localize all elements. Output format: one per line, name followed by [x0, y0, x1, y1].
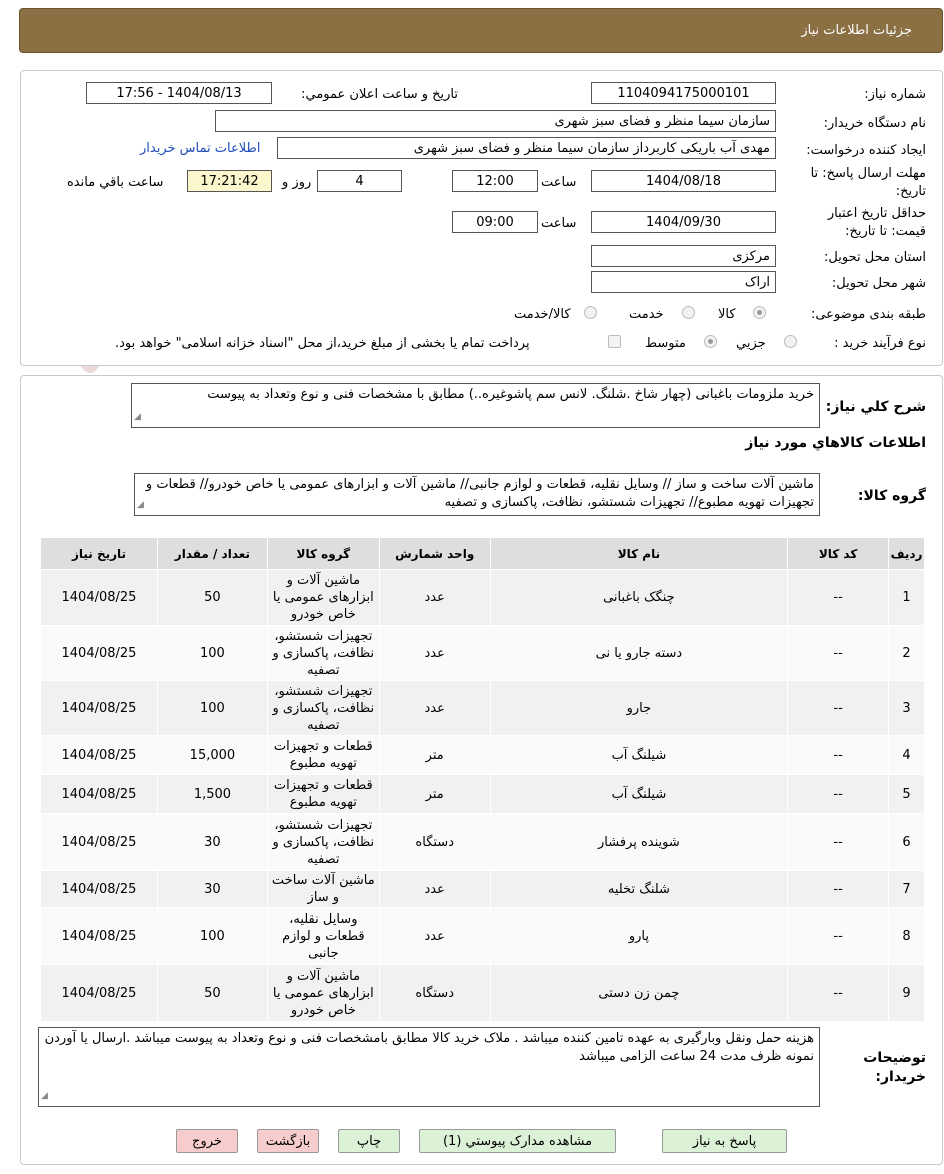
cell-item-code: --: [788, 626, 889, 681]
need-no-field: 1104094175000101: [591, 82, 776, 104]
cell-row-number: 5: [889, 775, 925, 814]
cell-item-unit: متر: [379, 736, 490, 775]
col-qty: تعداد / مقدار: [157, 538, 267, 570]
province-field: مرکزی: [591, 245, 776, 267]
cell-item-date: 1404/08/25: [41, 814, 158, 871]
cell-item-qty: 100: [157, 681, 267, 736]
cell-item-group: ماشین آلات و ابزارهای عمومی یا خاص خودرو: [267, 570, 379, 626]
cell-item-name: شوینده پرفشار: [490, 814, 788, 871]
process-medium-label: متوسط: [645, 336, 686, 351]
city-label: شهر محل تحويل:: [831, 276, 926, 291]
table-row: [41, 814, 925, 871]
cell-item-qty: 50: [157, 570, 267, 626]
cell-item-date: 1404/08/25: [41, 570, 158, 626]
city-field: اراک: [591, 271, 776, 293]
notes-label: توضيحات: [863, 1050, 926, 1066]
col-date: تاريخ نياز: [41, 538, 158, 570]
cell-item-group: تجهیزات شستشو، نظافت، پاکسازی و تصفیه: [267, 681, 379, 736]
summary-label: شرح کلي نياز:: [825, 399, 926, 415]
cell-item-date: 1404/08/25: [41, 871, 158, 908]
cell-item-code: --: [788, 871, 889, 908]
cell-item-qty: 30: [157, 871, 267, 908]
announce-field: 1404/08/13 - 17:56: [86, 82, 272, 104]
deadline-time-field: 12:00: [452, 170, 538, 192]
cell-item-group: ماشین آلات و ابزارهای عمومی یا خاص خودرو: [267, 965, 379, 1022]
need-no-label: شماره نیاز:: [864, 87, 926, 102]
cell-item-group: وسایل نقلیه، قطعات و لوازم جانبی: [267, 908, 379, 965]
cell-item-unit: متر: [379, 775, 490, 814]
payment-checkbox[interactable]: [608, 335, 621, 348]
col-row: رديف: [889, 538, 925, 570]
cell-item-code: --: [788, 736, 889, 775]
contact-buyer-link[interactable]: اطلاعات تماس خريدار: [140, 141, 261, 156]
resize-grip-icon: ◢: [134, 412, 141, 422]
resize-grip-icon: ◢: [41, 1091, 48, 1101]
buyer-org-label: نام دستگاه خريدار:: [823, 116, 926, 131]
category-both-label: کالا/خدمت: [514, 307, 571, 322]
cell-item-name: چنگک باغبانی: [490, 570, 788, 626]
cell-row-number: 4: [889, 736, 925, 775]
back-button[interactable]: بازگشت: [257, 1129, 319, 1153]
category-label: طبقه بندی موضوعی:: [810, 307, 926, 322]
deadline-label-2: تاريخ:: [895, 184, 926, 199]
exit-button[interactable]: خروج: [176, 1129, 238, 1153]
category-both-radio[interactable]: [584, 306, 597, 319]
cell-row-number: 3: [889, 681, 925, 736]
cell-item-code: --: [788, 908, 889, 965]
cell-item-qty: 15,000: [157, 736, 267, 775]
print-button[interactable]: چاپ: [338, 1129, 400, 1153]
cell-item-qty: 100: [157, 626, 267, 681]
cell-item-group: تجهیزات شستشو، نظافت، پاکسازی و تصفیه: [267, 814, 379, 871]
table-row: [41, 681, 925, 736]
cell-item-name: چمن زن دستی: [490, 965, 788, 1022]
cell-row-number: 2: [889, 626, 925, 681]
deadline-time-label: ساعت: [541, 175, 577, 190]
validity-time-label: ساعت: [541, 216, 577, 231]
cell-row-number: 7: [889, 871, 925, 908]
table-row: [41, 871, 925, 908]
table-row: [41, 775, 925, 814]
cell-item-code: --: [788, 681, 889, 736]
deadline-label: مهلت ارسال پاسخ: تا: [810, 166, 926, 181]
cell-item-code: --: [788, 965, 889, 1022]
category-goods-label: کالا: [718, 307, 736, 322]
validity-label-2: قيمت: تا تاريخ:: [845, 224, 926, 239]
deadline-date-field: 1404/08/18: [591, 170, 776, 192]
cell-item-qty: 100: [157, 908, 267, 965]
announce-label: تاریخ و ساعت اعلان عمومي:: [301, 87, 458, 102]
cell-item-unit: دستگاه: [379, 965, 490, 1022]
notes-label-2: خريدار:: [875, 1069, 926, 1085]
col-code: کد کالا: [788, 538, 889, 570]
requester-field: مهدی آب باریکی کاربرداز سازمان سیما منظر و فضای سبز شهری: [277, 137, 776, 159]
cell-item-date: 1404/08/25: [41, 736, 158, 775]
reply-button[interactable]: پاسخ به نياز: [662, 1129, 787, 1153]
group-label: گروه کالا:: [857, 488, 926, 504]
cell-item-qty: 1,500: [157, 775, 267, 814]
requester-label: ايجاد کننده درخواست:: [806, 143, 926, 158]
table-row: [41, 965, 925, 1022]
cell-item-unit: عدد: [379, 570, 490, 626]
table-row: [41, 908, 925, 965]
process-small-label: جزيي: [736, 336, 766, 351]
cell-item-date: 1404/08/25: [41, 775, 158, 814]
cell-row-number: 6: [889, 814, 925, 871]
category-goods-radio[interactable]: [753, 306, 766, 319]
summary-text: خرید ملزومات باغبانی (چهار شاخ .شلنگ. لانس سم پاشوغیره..) مطابق با مشخصات فنی و نوع وتعداد به پیوست: [207, 387, 814, 402]
validity-label: حداقل تاريخ اعتبار: [827, 206, 926, 221]
cell-item-date: 1404/08/25: [41, 908, 158, 965]
cell-item-name: شلنگ تخلیه: [490, 871, 788, 908]
cell-item-group: تجهیزات شستشو، نظافت، پاکسازی و تصفیه: [267, 626, 379, 681]
validity-date-field: 1404/09/30: [591, 211, 776, 233]
cell-item-group: قطعات و تجهیزات تهویه مطبوع: [267, 775, 379, 814]
remaining-label: ساعت باقي مانده: [67, 175, 164, 190]
cell-item-name: پارو: [490, 908, 788, 965]
cell-item-name: شیلنگ آب: [490, 736, 788, 775]
cell-item-unit: عدد: [379, 626, 490, 681]
cell-item-code: --: [788, 814, 889, 871]
cell-item-qty: 30: [157, 814, 267, 871]
col-group: گروه کالا: [267, 538, 379, 570]
summary-textarea: [131, 383, 820, 428]
table-header-row: [41, 538, 925, 570]
category-service-label: خدمت: [629, 307, 664, 322]
buyer-org-field: سازمان سیما منظر و فضای سبز شهری: [215, 110, 776, 132]
process-label: نوع فرآيند خريد :: [834, 336, 926, 351]
process-medium-radio[interactable]: [704, 335, 717, 348]
cell-item-group: ماشین آلات ساخت و ساز: [267, 871, 379, 908]
page-title: جزئیات اطلاعات نیاز: [801, 23, 912, 38]
validity-time-field: 09:00: [452, 211, 538, 233]
page-header: [19, 8, 943, 53]
remaining-time-field: 17:21:42: [187, 170, 272, 192]
table-row: [41, 736, 925, 775]
group-text: ماشین آلات ساخت و ساز // وسایل نقلیه، قطعات و لوازم جانبی// ماشین آلات و ابزارهای عمومی یا خاص خودرو// قطعات و تجهیزات تهویه مطبوع// تجهیزات شستشو، نظافت، پاکسازی و تصفیه: [145, 477, 814, 510]
cell-item-unit: عدد: [379, 681, 490, 736]
cell-item-name: شیلنگ آب: [490, 775, 788, 814]
table-row: [41, 570, 925, 626]
attachments-button[interactable]: مشاهده مدارک پيوستي (1): [419, 1129, 616, 1153]
col-name: نام کالا: [490, 538, 788, 570]
notes-textarea: [38, 1027, 820, 1107]
cell-row-number: 1: [889, 570, 925, 626]
cell-item-qty: 50: [157, 965, 267, 1022]
cell-row-number: 8: [889, 908, 925, 965]
goods-info-title: اطلاعات کالاهاي مورد نياز: [745, 435, 926, 451]
cell-item-date: 1404/08/25: [41, 965, 158, 1022]
goods-table: [40, 537, 925, 1022]
cell-row-number: 9: [889, 965, 925, 1022]
cell-item-unit: دستگاه: [379, 814, 490, 871]
cell-item-unit: عدد: [379, 908, 490, 965]
cell-item-code: --: [788, 775, 889, 814]
days-label: روز و: [282, 175, 312, 190]
payment-note: پرداخت تمام يا بخشی از مبلغ خريد،از محل "اسناد خزانه اسلامی" خواهد بود.: [115, 336, 530, 351]
cell-item-unit: عدد: [379, 871, 490, 908]
cell-item-date: 1404/08/25: [41, 626, 158, 681]
cell-item-name: جارو: [490, 681, 788, 736]
cell-item-date: 1404/08/25: [41, 681, 158, 736]
col-unit: واحد شمارش: [379, 538, 490, 570]
cell-item-name: دسته جارو یا نی: [490, 626, 788, 681]
group-textarea: [134, 473, 820, 516]
cell-item-group: قطعات و تجهیزات تهویه مطبوع: [267, 736, 379, 775]
table-row: [41, 626, 925, 681]
category-service-radio[interactable]: [682, 306, 695, 319]
province-label: استان محل تحويل:: [824, 250, 926, 265]
resize-grip-icon: ◢: [137, 500, 144, 510]
notes-text: هزینه حمل ونقل وبارگیری به عهده تامین کننده میباشد . ملاک خرید کالا مطابق بامشخصات فنی و نوع وتعداد به پیوست میباشد .ارسال یا آوردن نمونه ظرف مدت 24 ساعت الزامی میباشد: [44, 1031, 814, 1064]
process-small-radio[interactable]: [784, 335, 797, 348]
cell-item-code: --: [788, 570, 889, 626]
days-field: 4: [317, 170, 402, 192]
